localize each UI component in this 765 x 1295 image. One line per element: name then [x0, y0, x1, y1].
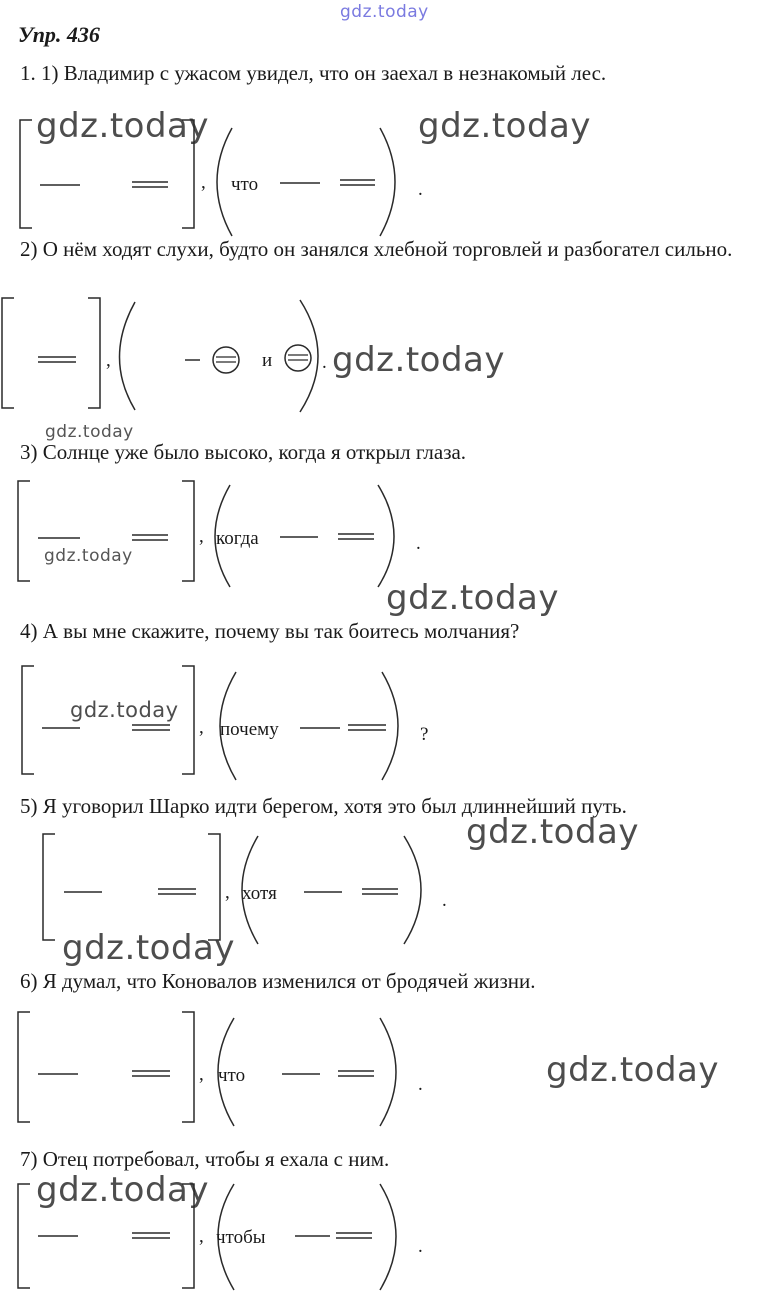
predicate-line [132, 535, 168, 540]
comma: , [106, 350, 111, 371]
sub-clause-close-paren [404, 836, 421, 944]
predicate-line [38, 357, 76, 362]
conjunction-word: когда [216, 528, 259, 549]
watermark: gdz.today [418, 106, 591, 146]
watermark: gdz.today [45, 422, 134, 442]
comma: , [199, 1064, 204, 1085]
conjunction-word: чтобы [216, 1227, 266, 1248]
conjunction-word: что [218, 1065, 246, 1086]
sentence-5: 5) Я уговорил Шарко идти берегом, хотя это был длиннейший путь. [20, 794, 627, 818]
main-clause-bracket [20, 120, 194, 228]
sub-clause-close-paren [380, 128, 395, 236]
end-punctuation: . [418, 179, 423, 200]
predicate-line [338, 1071, 374, 1076]
predicate-line [338, 534, 374, 539]
exercise-title: Упр. 436 [18, 22, 100, 47]
sentence-3: 3) Солнце уже было высоко, когда я открыл глаза. [20, 440, 467, 464]
comma: , [225, 882, 230, 903]
sub-clause-open-paren [217, 128, 232, 236]
sentence-7: 7) Отец потребовал, чтобы я ехала с ним. [20, 1147, 390, 1171]
conjunction-word: что [231, 174, 259, 195]
sub-clause-close-paren [380, 1018, 396, 1126]
end-punctuation: . [322, 352, 327, 373]
main-clause-bracket [2, 298, 100, 408]
sub-clause-close-paren [378, 485, 394, 587]
watermark: gdz.today [466, 812, 639, 852]
sub-clause-close-paren [300, 300, 318, 412]
scheme-1 [0, 110, 765, 240]
predicate-circle [213, 347, 239, 373]
watermark: gdz.today [70, 698, 179, 722]
main-clause-bracket [18, 481, 194, 581]
main-clause-bracket [18, 1012, 194, 1122]
watermark: gdz.today [36, 106, 209, 146]
predicate-line [336, 1233, 372, 1238]
sub-clause-close-paren [382, 672, 398, 780]
watermark: gdz.today [546, 1050, 719, 1090]
main-clause-bracket [43, 834, 220, 940]
watermark: gdz.today [36, 1170, 209, 1210]
predicate-line [158, 889, 196, 894]
end-punctuation: . [418, 1236, 423, 1257]
sub-clause-open-paren [120, 302, 136, 410]
sentence-4: 4) А вы мне скажите, почему вы так боитесь молчания? [20, 619, 520, 643]
predicate-line [348, 725, 386, 730]
end-punctuation: ? [420, 724, 429, 745]
predicate-line [132, 1071, 170, 1076]
end-punctuation: . [442, 890, 447, 911]
conjunction-word: почему [220, 719, 279, 740]
predicate-line [132, 1233, 170, 1238]
comma: , [199, 717, 204, 738]
comma: , [199, 526, 204, 547]
watermark: gdz.today [386, 578, 559, 618]
predicate-line [132, 725, 170, 730]
scheme-7 [0, 1178, 765, 1295]
comma: , [201, 172, 206, 193]
sentence-6: 6) Я думал, что Коновалов изменился от бродячей жизни. [20, 969, 536, 993]
sentence-2: 2) О нём ходят слухи, будто он занялся хлебной торговлей и разбогател сильно. [20, 237, 733, 261]
predicate-line [340, 180, 375, 185]
comma: , [199, 1226, 204, 1247]
predicate-line [362, 889, 398, 894]
scheme-4 [0, 660, 765, 785]
watermark: gdz.today [44, 546, 133, 566]
predicate-circle [285, 345, 311, 371]
sentence-1: 1. 1) Владимир с ужасом увидел, что он заехал в незнакомый лес. [20, 61, 607, 85]
predicate-line [132, 182, 168, 187]
end-punctuation: . [418, 1074, 423, 1095]
conjunction-word: и [262, 350, 273, 371]
end-punctuation: . [416, 533, 421, 554]
watermark: gdz.today [62, 928, 235, 968]
watermark-top: gdz.today [340, 2, 429, 22]
conjunction-word: хотя [242, 883, 277, 904]
watermark: gdz.today [332, 340, 505, 380]
scheme-3 [0, 475, 765, 595]
sub-clause-close-paren [380, 1184, 396, 1290]
